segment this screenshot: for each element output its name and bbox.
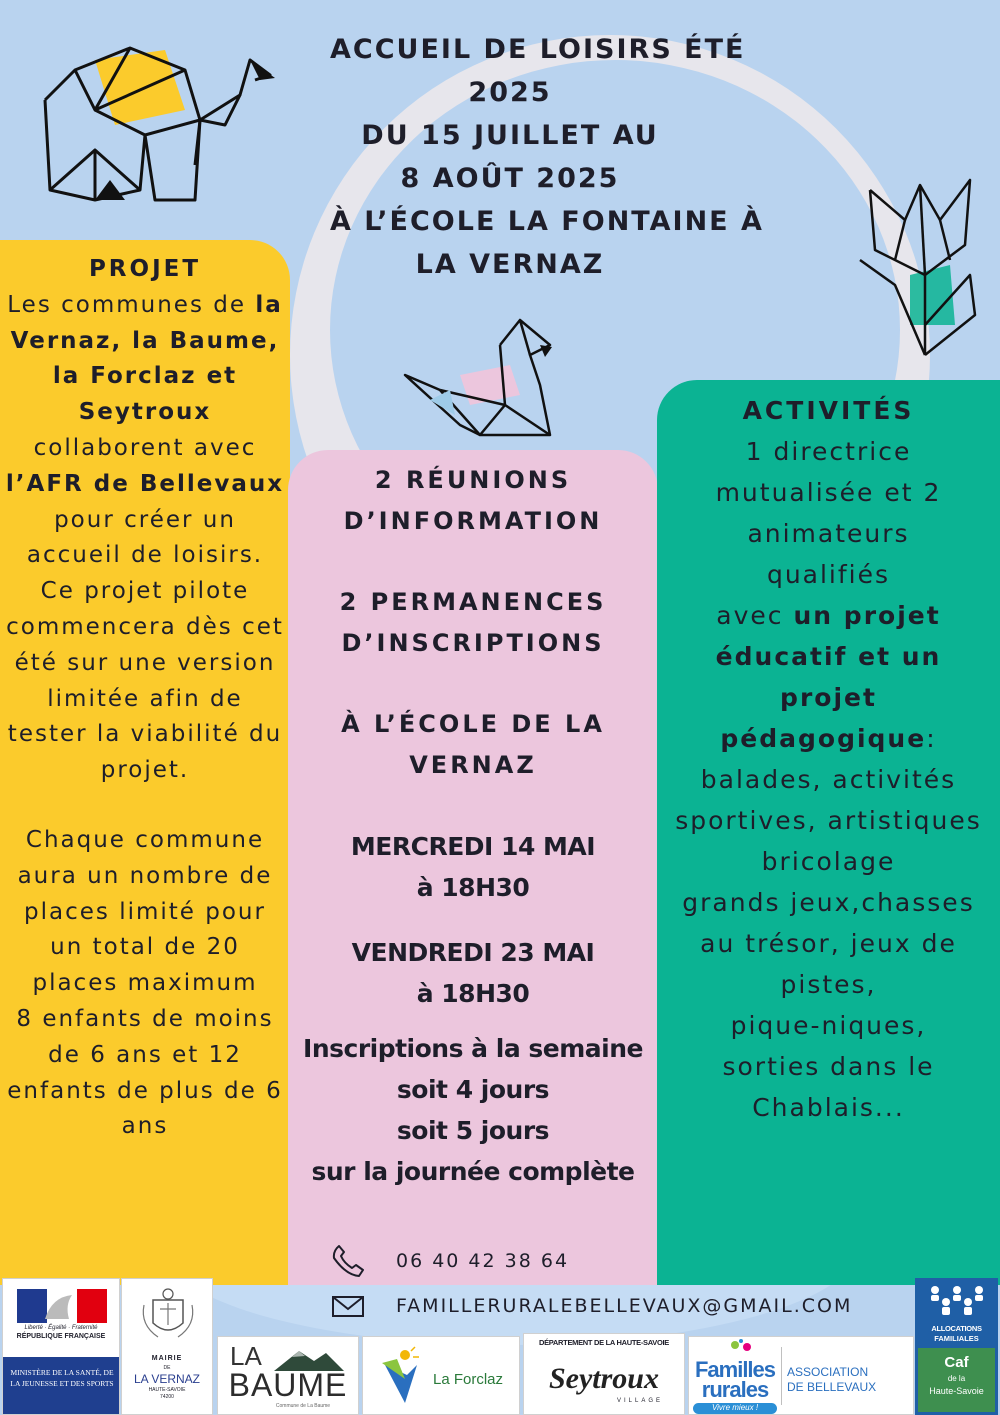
mairie-region: HAUTE-SAVOIE xyxy=(148,1387,186,1393)
spacer xyxy=(288,542,658,582)
projet-text: Ce projet pilote commencera dès cet été sur une version limitée afin de tester la viabilité du projet. xyxy=(6,578,284,784)
reunions-heading: D’INFORMATION xyxy=(343,507,603,535)
title-line: LA VERNAZ xyxy=(415,249,605,280)
forclaz-emblem-icon xyxy=(377,1345,427,1407)
projet-text: Les communes de xyxy=(7,291,246,318)
mairie-code: 74200 xyxy=(160,1394,174,1400)
mairie-de: DE xyxy=(163,1365,171,1371)
la-baume-sub: Commune de La Baume xyxy=(275,1403,331,1409)
ministere-text: MINISTÈRE DE LA SANTÉ, DE LA JEUNESSE ET DES SPORTS xyxy=(10,1368,114,1388)
email-row xyxy=(330,1283,890,1328)
phone-number[interactable]: 06 40 42 38 64 xyxy=(396,1249,570,1272)
spacer xyxy=(288,664,658,704)
location-heading: VERNAZ xyxy=(409,751,537,779)
projet-title: PROJET xyxy=(88,256,202,282)
activites-list: bricolage xyxy=(761,847,896,876)
caf-l1: ALLOCATIONS xyxy=(931,1324,982,1333)
inscriptions-line: soit 4 jours xyxy=(396,1075,550,1104)
reunions-heading: 2 RÉUNIONS xyxy=(374,466,572,494)
inscriptions-line: sur la journée complète xyxy=(311,1157,635,1186)
projet-communes: la Vernaz, la Baume, la Forclaz et Seytroux xyxy=(10,291,283,426)
logo-la-forclaz xyxy=(362,1336,520,1415)
envelope-icon xyxy=(330,1288,366,1324)
caf-green-band xyxy=(918,1348,995,1412)
seytroux-name: Seytroux xyxy=(548,1362,659,1395)
association-l2: DE BELLEVAUX xyxy=(787,1380,877,1394)
projet-enfants: 8 enfants de moins de 6 ans et 12 enfants de plus de 6 ans xyxy=(7,1005,283,1140)
seytroux-dept: DÉPARTEMENT DE LA HAUTE-SAVOIE xyxy=(538,1338,670,1347)
caf-l2: FAMILIALES xyxy=(934,1334,979,1343)
familles-divider xyxy=(781,1347,782,1405)
spacer xyxy=(288,786,658,826)
projet-text: pour créer un accueil de loisirs. xyxy=(26,506,264,569)
coat-of-arms-icon xyxy=(138,1285,198,1345)
familles-slogan: Vivre mieux ! xyxy=(711,1403,759,1412)
caf-people-icon xyxy=(925,1284,989,1320)
reunions-column xyxy=(288,450,658,1285)
location-heading: À L’ÉCOLE DE LA xyxy=(341,710,605,738)
permanences-heading: D’INSCRIPTIONS xyxy=(341,629,605,657)
projet-text: collaborent avec xyxy=(33,434,257,461)
activites-colon: : xyxy=(926,724,937,753)
activites-staff: 1 directrice mutualisée et 2 animateurs qualifiés xyxy=(715,437,942,589)
ministere-band xyxy=(3,1357,120,1415)
logo-caf xyxy=(915,1278,998,1415)
permanences-heading: 2 PERMANENCES xyxy=(339,588,607,616)
caf-region: Haute-Savoie xyxy=(929,1386,984,1396)
activites-list: grands jeux,chasses au trésor, jeux de pistes, xyxy=(682,888,975,999)
time-1: à 18H30 xyxy=(416,873,530,902)
caf-name: Caf xyxy=(944,1354,969,1371)
title-line: À L’ÉCOLE LA FONTAINE À xyxy=(330,206,764,237)
familles-l2: rurales xyxy=(701,1377,769,1402)
origami-elephant-icon xyxy=(35,40,285,210)
title-line: 2025 xyxy=(468,77,552,108)
activites-projet-bold: un projet éducatif et un projet pédagogique xyxy=(715,601,942,753)
la-baume-name: BAUME xyxy=(228,1367,348,1403)
marianne-icon xyxy=(17,1289,107,1323)
inscriptions-line: soit 5 jours xyxy=(396,1116,550,1145)
seytroux-sub: VILLAGE xyxy=(616,1398,663,1404)
logo-mairie-la-vernaz xyxy=(121,1278,213,1415)
projet-places: Chaque commune aura un nombre de places limité pour un total de 20 places maximum xyxy=(17,826,273,997)
page-title xyxy=(330,28,764,286)
spacer xyxy=(4,789,286,823)
origami-tulip-icon xyxy=(850,175,990,365)
origami-swan-icon xyxy=(400,315,560,450)
title-line: DU 15 JUILLET AU xyxy=(361,120,659,151)
inscriptions-line: Inscriptions à la semaine xyxy=(303,1034,643,1063)
time-2: à 18H30 xyxy=(416,979,530,1008)
email-address[interactable]: FAMILLERURALEBELLEVAUX@GMAIL.COM xyxy=(396,1294,853,1317)
familles-l1: Familles xyxy=(694,1357,776,1382)
activites-text: avec xyxy=(716,601,784,630)
association-l1: ASSOCIATION xyxy=(787,1365,869,1379)
title-line: ACCUEIL DE LOISIRS ÉTÉ xyxy=(330,34,746,65)
logo-republique-francaise xyxy=(2,1278,120,1415)
contact-block xyxy=(330,1238,890,1328)
date-1: MERCREDI 14 MAI xyxy=(350,832,596,861)
spacer xyxy=(288,1014,658,1028)
activites-list: balades, activités sportives, artistiques xyxy=(675,765,982,835)
logo-la-baume xyxy=(217,1336,359,1415)
la-baume-la: LA xyxy=(230,1341,262,1371)
logo-familles-rurales xyxy=(688,1336,914,1415)
activites-column xyxy=(657,380,1000,1285)
spacer xyxy=(288,908,658,932)
caf-de: de la xyxy=(947,1374,966,1383)
devise-text: Liberté · Égalité · Fraternité xyxy=(24,1325,98,1331)
projet-paragraph xyxy=(4,288,286,789)
republique-text: RÉPUBLIQUE FRANÇAISE xyxy=(16,1333,106,1340)
activites-title: ACTIVITÉS xyxy=(742,396,915,425)
activites-projet xyxy=(657,595,1000,759)
logo-seytroux xyxy=(523,1333,685,1415)
phone-icon xyxy=(330,1243,366,1279)
phone-row xyxy=(330,1238,890,1283)
mairie-text: MAIRIE xyxy=(151,1355,183,1362)
title-line: 8 AOÛT 2025 xyxy=(400,163,620,194)
projet-afr: l’AFR de Bellevaux xyxy=(5,470,285,497)
date-2: VENDREDI 23 MAI xyxy=(351,938,595,967)
mairie-name: LA VERNAZ xyxy=(133,1372,201,1386)
activites-list: pique-niques, sorties dans le Chablais... xyxy=(722,1011,935,1122)
forclaz-name: La Forclaz xyxy=(432,1371,504,1388)
projet-column xyxy=(0,240,290,1285)
familles-slogan-band xyxy=(693,1403,777,1414)
